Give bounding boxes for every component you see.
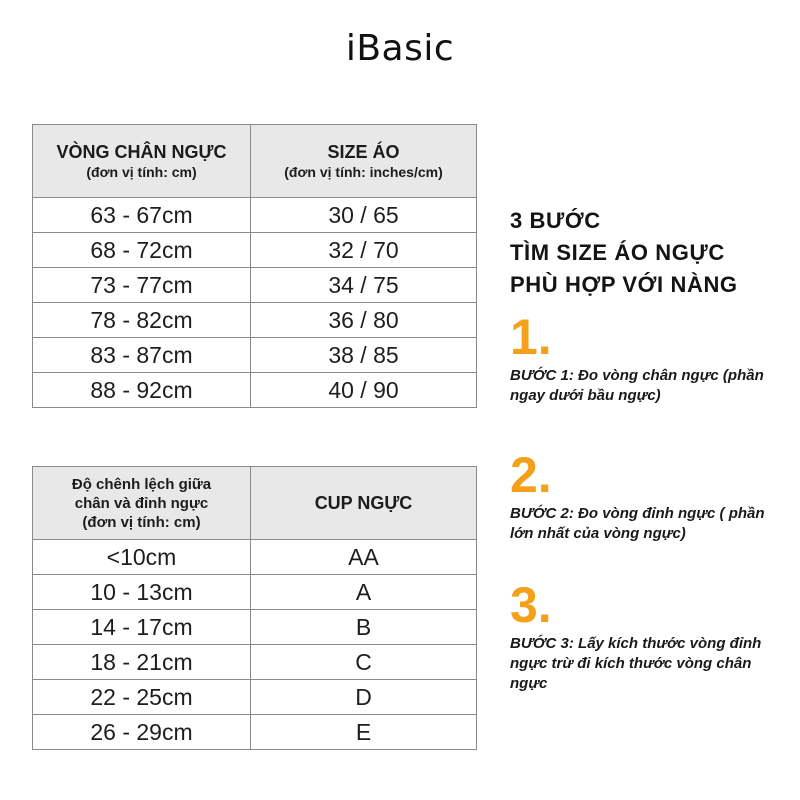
cup-cell: C bbox=[251, 645, 477, 680]
table-row bbox=[33, 540, 477, 575]
step-instruction: BƯỚC 3: Lấy kích thước vòng đỉnh ngực trừ đi kích thước vòng chân ngực bbox=[510, 635, 762, 692]
size-cell: 40 / 90 bbox=[251, 373, 477, 408]
table-row bbox=[33, 303, 477, 338]
step-number: 2. bbox=[510, 447, 552, 503]
size-cell: 34 / 75 bbox=[251, 268, 477, 303]
cup-size-table bbox=[32, 466, 477, 750]
difference-cell: 26 - 29cm bbox=[33, 715, 251, 750]
step-number: 1. bbox=[510, 309, 552, 365]
table-row bbox=[33, 610, 477, 645]
band-size-table bbox=[32, 124, 477, 408]
step-3 bbox=[510, 577, 790, 694]
size-cell: 32 / 70 bbox=[251, 233, 477, 268]
header-difference bbox=[33, 467, 251, 540]
difference-cell: 18 - 21cm bbox=[33, 645, 251, 680]
header-unit: (đơn vị tính: cm) bbox=[86, 164, 197, 180]
header-line: chân và đỉnh ngực bbox=[74, 494, 209, 512]
band-range-cell: 78 - 82cm bbox=[33, 303, 251, 338]
guide-title-line: 3 BƯỚC bbox=[510, 208, 601, 233]
table-row bbox=[33, 680, 477, 715]
table-row bbox=[33, 233, 477, 268]
cup-cell: AA bbox=[251, 540, 477, 575]
header-bra-size bbox=[251, 125, 477, 198]
table-row bbox=[33, 715, 477, 750]
cup-cell: A bbox=[251, 575, 477, 610]
size-cell: 38 / 85 bbox=[251, 338, 477, 373]
size-cell: 30 / 65 bbox=[251, 198, 477, 233]
header-title: VÒNG CHÂN NGỰC bbox=[56, 142, 227, 162]
table-row bbox=[33, 338, 477, 373]
guide-title-line: PHÙ HỢP VỚI NÀNG bbox=[510, 272, 738, 297]
table-row bbox=[33, 373, 477, 408]
brand-logo: iBasic bbox=[345, 28, 455, 69]
cup-cell: D bbox=[251, 680, 477, 715]
difference-cell: 14 - 17cm bbox=[33, 610, 251, 645]
size-cell: 36 / 80 bbox=[251, 303, 477, 338]
step-instruction: BƯỚC 1: Đo vòng chân ngực (phần ngay dưới bầu ngực) bbox=[510, 367, 764, 404]
step-instruction: BƯỚC 2: Đo vòng đỉnh ngực ( phần lớn nhất của vòng ngực) bbox=[510, 505, 765, 542]
table-row bbox=[33, 268, 477, 303]
header-title: SIZE ÁO bbox=[327, 142, 400, 162]
step-2 bbox=[510, 447, 790, 544]
band-range-cell: 88 - 92cm bbox=[33, 373, 251, 408]
step-number: 3. bbox=[510, 577, 552, 633]
header-line: Độ chênh lệch giữa bbox=[71, 475, 212, 493]
cup-cell: E bbox=[251, 715, 477, 750]
guide-title-line: TÌM SIZE ÁO NGỰC bbox=[510, 240, 725, 265]
header-cup bbox=[251, 467, 477, 540]
header-band-measure bbox=[33, 125, 251, 198]
difference-cell: 10 - 13cm bbox=[33, 575, 251, 610]
header-line: (đơn vị tính: cm) bbox=[82, 513, 201, 531]
band-range-cell: 63 - 67cm bbox=[33, 198, 251, 233]
guide-heading bbox=[510, 205, 790, 301]
table-header-row bbox=[33, 467, 477, 540]
band-range-cell: 83 - 87cm bbox=[33, 338, 251, 373]
cup-cell: B bbox=[251, 610, 477, 645]
band-range-cell: 73 - 77cm bbox=[33, 268, 251, 303]
table-row bbox=[33, 198, 477, 233]
difference-cell: 22 - 25cm bbox=[33, 680, 251, 715]
table-row bbox=[33, 575, 477, 610]
band-range-cell: 68 - 72cm bbox=[33, 233, 251, 268]
header-title: CUP NGỰC bbox=[314, 493, 413, 513]
table-row bbox=[33, 645, 477, 680]
header-unit: (đơn vị tính: inches/cm) bbox=[284, 164, 443, 180]
step-1 bbox=[510, 309, 790, 406]
difference-cell: <10cm bbox=[33, 540, 251, 575]
table-header-row bbox=[33, 125, 477, 198]
